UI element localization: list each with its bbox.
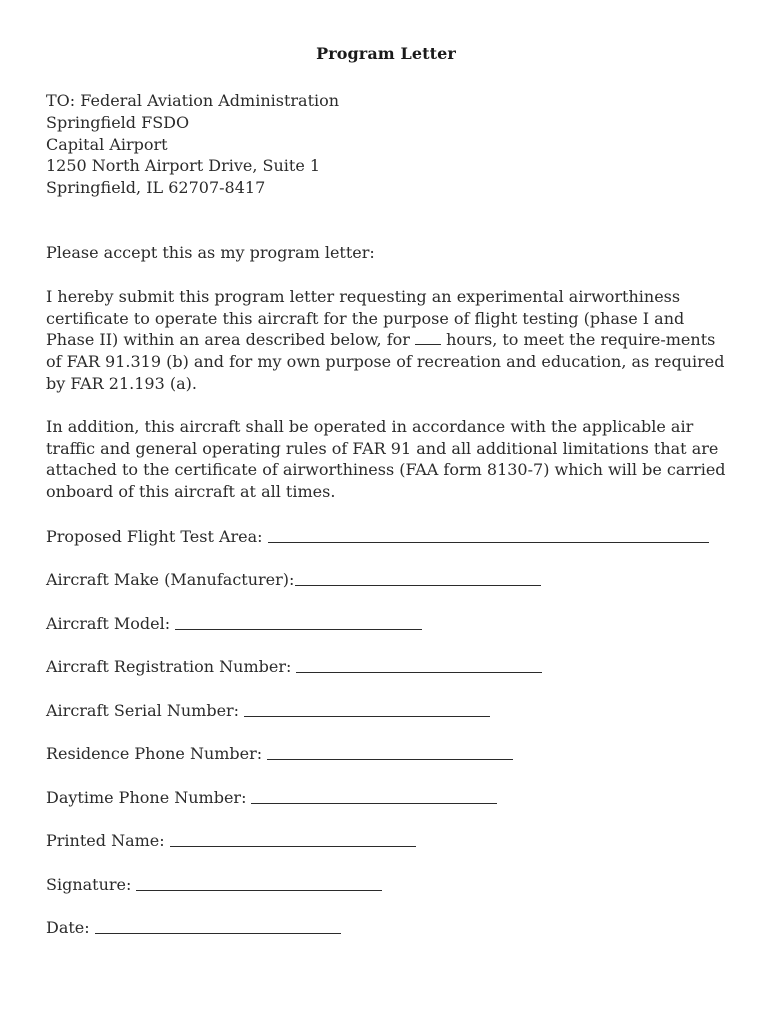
address-line: 1250 North Airport Drive, Suite 1	[46, 156, 321, 176]
registration-number-label: Aircraft Registration Number:	[46, 657, 292, 677]
date-label: Date:	[46, 918, 90, 938]
residence-phone-blank[interactable]	[267, 743, 513, 760]
residence-phone-row	[46, 741, 726, 763]
request-paragraph	[46, 286, 726, 395]
aircraft-model-row	[46, 611, 726, 633]
printed-name-row	[46, 828, 726, 850]
document-title: Program Letter	[316, 44, 456, 63]
daytime-phone-blank[interactable]	[251, 787, 497, 804]
document-page	[46, 40, 726, 959]
request-text-end: hours, to meet the require-ments of FAR 91.319 (b) and for my own purpose of recreation and education, as required by FAR 21.193 (a).	[46, 330, 725, 393]
serial-number-label: Aircraft Serial Number:	[46, 700, 240, 720]
flight-test-area-label: Proposed Flight Test Area:	[46, 526, 263, 546]
aircraft-model-blank[interactable]	[175, 613, 422, 630]
hours-blank[interactable]	[415, 330, 441, 345]
serial-number-row	[46, 698, 726, 720]
signature-label: Signature:	[46, 874, 132, 894]
registration-number-row	[46, 654, 726, 676]
address-line: Capital Airport	[46, 134, 168, 154]
date-blank[interactable]	[95, 917, 341, 934]
date-row	[46, 915, 726, 937]
request-text-start: I hereby submit this program letter requesting an experimental airworthiness certificate to operate this aircraft for the purpose of flight testing (phase I and Phase II) within an area described below, for	[46, 286, 685, 350]
signature-row	[46, 872, 726, 894]
aircraft-make-label: Aircraft Make (Manufacturer):	[46, 570, 295, 590]
aircraft-make-blank[interactable]	[295, 569, 541, 586]
aircraft-make-row	[46, 567, 726, 589]
flight-test-area-blank[interactable]	[268, 526, 709, 543]
registration-number-blank[interactable]	[296, 656, 542, 673]
address-line: Springfield, IL 62707-8417	[46, 178, 266, 198]
signature-blank[interactable]	[136, 874, 382, 891]
printed-name-label: Printed Name:	[46, 831, 165, 851]
printed-name-blank[interactable]	[170, 830, 416, 847]
daytime-phone-label: Daytime Phone Number:	[46, 787, 247, 807]
aircraft-model-label: Aircraft Model:	[46, 613, 171, 633]
residence-phone-label: Residence Phone Number:	[46, 744, 263, 764]
address-line: Springfield FSDO	[46, 112, 190, 132]
operations-paragraph: In addition, this aircraft shall be operated in accordance with the applicable air traffic and general operating rules of FAR 91 and all additional limitations that are attached to the certificate of airworthiness (FAA form 8130-7) which will be carried onboard of this aircraft at all times.	[46, 416, 726, 502]
form-fields	[46, 524, 726, 938]
recipient-address	[46, 90, 726, 199]
address-line: TO: Federal Aviation Administration	[46, 91, 340, 110]
serial-number-blank[interactable]	[244, 700, 490, 717]
daytime-phone-row	[46, 785, 726, 807]
flight-test-area-row	[46, 524, 726, 546]
intro-line: Please accept this as my program letter:	[46, 242, 375, 262]
